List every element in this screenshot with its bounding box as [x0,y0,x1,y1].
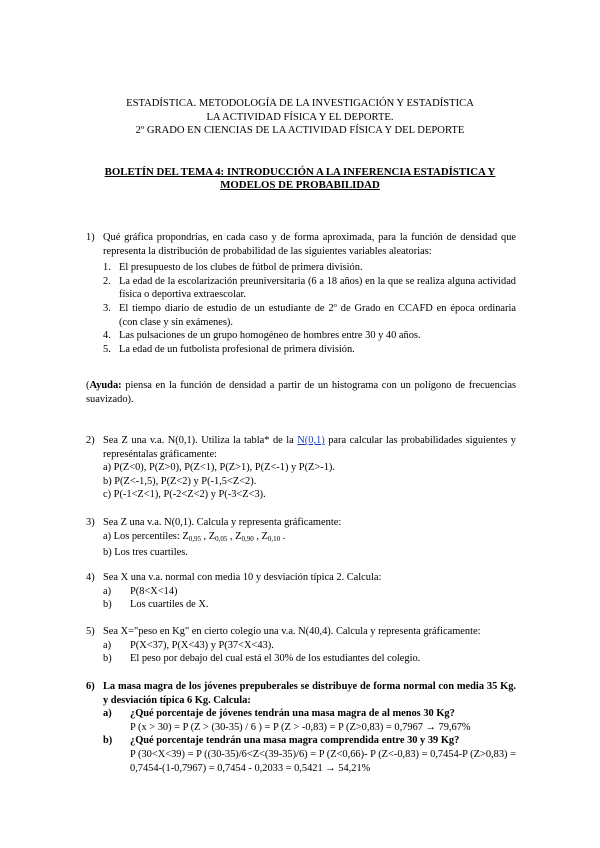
subquestion-list [103,639,516,666]
question-text: Sea Z una v.a. N(0,1). Utiliza la tabla* de la N(0,1) para calcular las probabilidades siguientes y represéntalas gráficamente: [103,435,516,460]
subquestion: b) Los tres cuartiles. [103,547,188,559]
normal-table-link[interactable]: N(0,1) [297,435,325,446]
question-number: 1) [86,232,95,243]
subquestion: b) ¿Qué porcentaje tendrán una masa magra comprendida entre 30 y 39 Kg? [103,735,460,747]
header-line-3: 2º GRADO EN CIENCIAS DE LA ACTIVIDAD FÍSICA Y DEL DEPORTE [135,125,465,136]
question-5 [86,625,516,666]
question-2 [86,434,516,502]
list-item: 2. La edad de la escolarización preuniversitaria (6 a 18 años) en la que se realiza alguna actividad física o deportiva extraescolar. [103,275,516,301]
header-line-1: ESTADÍSTICA. METODOLOGÍA DE LA INVESTIGACIÓN Y ESTADÍSTICA [126,98,474,109]
answer: P (x > 30) = P (Z > (30-35) / 6 ) = P (Z > -0,83) = P (Z>0,83) = 0,7967 → 79,67% [130,721,471,733]
question-text: Sea X una v.a. normal con media 10 y desviación típica 2. Calcula: [103,572,382,583]
question-text: Qué gráfica propondrías, en cada caso y de forma aproximada, para la función de densidad que representa la distribución de probabilidad de las siguientes variables aleatorias: [103,232,516,257]
subquestion-list [103,461,516,502]
subquestion: b) P(Z<-1,5), P(Z<2) y P(-1,5<Z<2). [103,475,257,487]
subquestion: a) P(8<X<14) [103,585,178,597]
question-text: La masa magra de los jóvenes prepuberales se distribuye de forma normal con media 35 Kg. y desviación típica 6 Kg. Calcula: [103,681,516,706]
subquestion: a) ¿Qué porcentaje de jóvenes tendrán una masa magra de al menos 30 Kg? [103,708,455,720]
question-number: 4) [86,572,95,583]
help-note: (Ayuda: piensa en la función de densidad a partir de un histograma con un polígono de frecuencias suavizado). [86,380,516,405]
help-label: Ayuda: [89,380,122,391]
question-number: 3) [86,517,95,528]
document-title [60,166,540,192]
subquestion: a) Los percentiles: Z0,95 , Z0,05 , Z0,90 , Z0,10 . [103,530,286,543]
list-item: 5. La edad de un futbolista profesional de primera división. [103,343,355,355]
subquestion: b) El peso por debajo del cual está el 30% de los estudiantes del colegio. [103,653,421,665]
list-item: 4. Las pulsaciones de un grupo homogéneo de hombres entre 30 y 40 años. [103,330,421,342]
question-6 [86,680,516,775]
subquestion-list [103,585,516,612]
subquestion: a) P(X<37), P(X<43) y P(37<X<43). [103,639,274,651]
subquestion: c) P(-1<Z<1), P(-2<Z<2) y P(-3<Z<3). [103,489,266,501]
title-line-2: MODELOS DE PROBABILIDAD [220,179,380,191]
list-item: 3. El tiempo diario de estudio de un estudiante de 2º de Grado en CCAFD en época ordinaria (con clase y sin exámenes). [103,302,516,328]
question-text: Sea X="peso en Kg" en cierto colegio una v.a. N(40,4). Calcula y representa gráficamente: [103,626,481,637]
question-3 [86,516,516,560]
subquestion: b) Los cuartiles de X. [103,599,209,611]
list-item: 1. El presupuesto de los clubes de fútbol de primera división. [103,262,363,274]
answer: P (30<X<39) = P ((30-35)/6<Z<(39-35)/6) = P (Z<0,66)- P (Z<-0,83) = 0,7454-P (Z>0,83) = 0,7454-(1-0,7967) = 0,7454 - 0,2033 = 0,5421 → 54,21% [130,748,516,774]
question-text: Sea Z una v.a. N(0,1). Calcula y representa gráficamente: [103,517,342,528]
question-1 [86,231,516,356]
question-number: 6) [86,681,95,692]
question-number: 5) [86,626,95,637]
subquestion-list [103,530,516,560]
subquestion-list [103,707,516,775]
question-number: 2) [86,435,95,446]
subquestion: a) P(Z<0), P(Z>0), P(Z<1), P(Z>1), P(Z<-1) y P(Z>-1). [103,462,335,474]
header-line-2: LA ACTIVIDAD FÍSICA Y EL DEPORTE. [206,111,394,123]
question-4 [86,571,516,612]
document-header [0,97,600,138]
title-line-1: BOLETÍN DEL TEMA 4: INTRODUCCIÓN A LA INFERENCIA ESTADÍSTICA Y [104,166,496,178]
variable-list [86,261,516,356]
